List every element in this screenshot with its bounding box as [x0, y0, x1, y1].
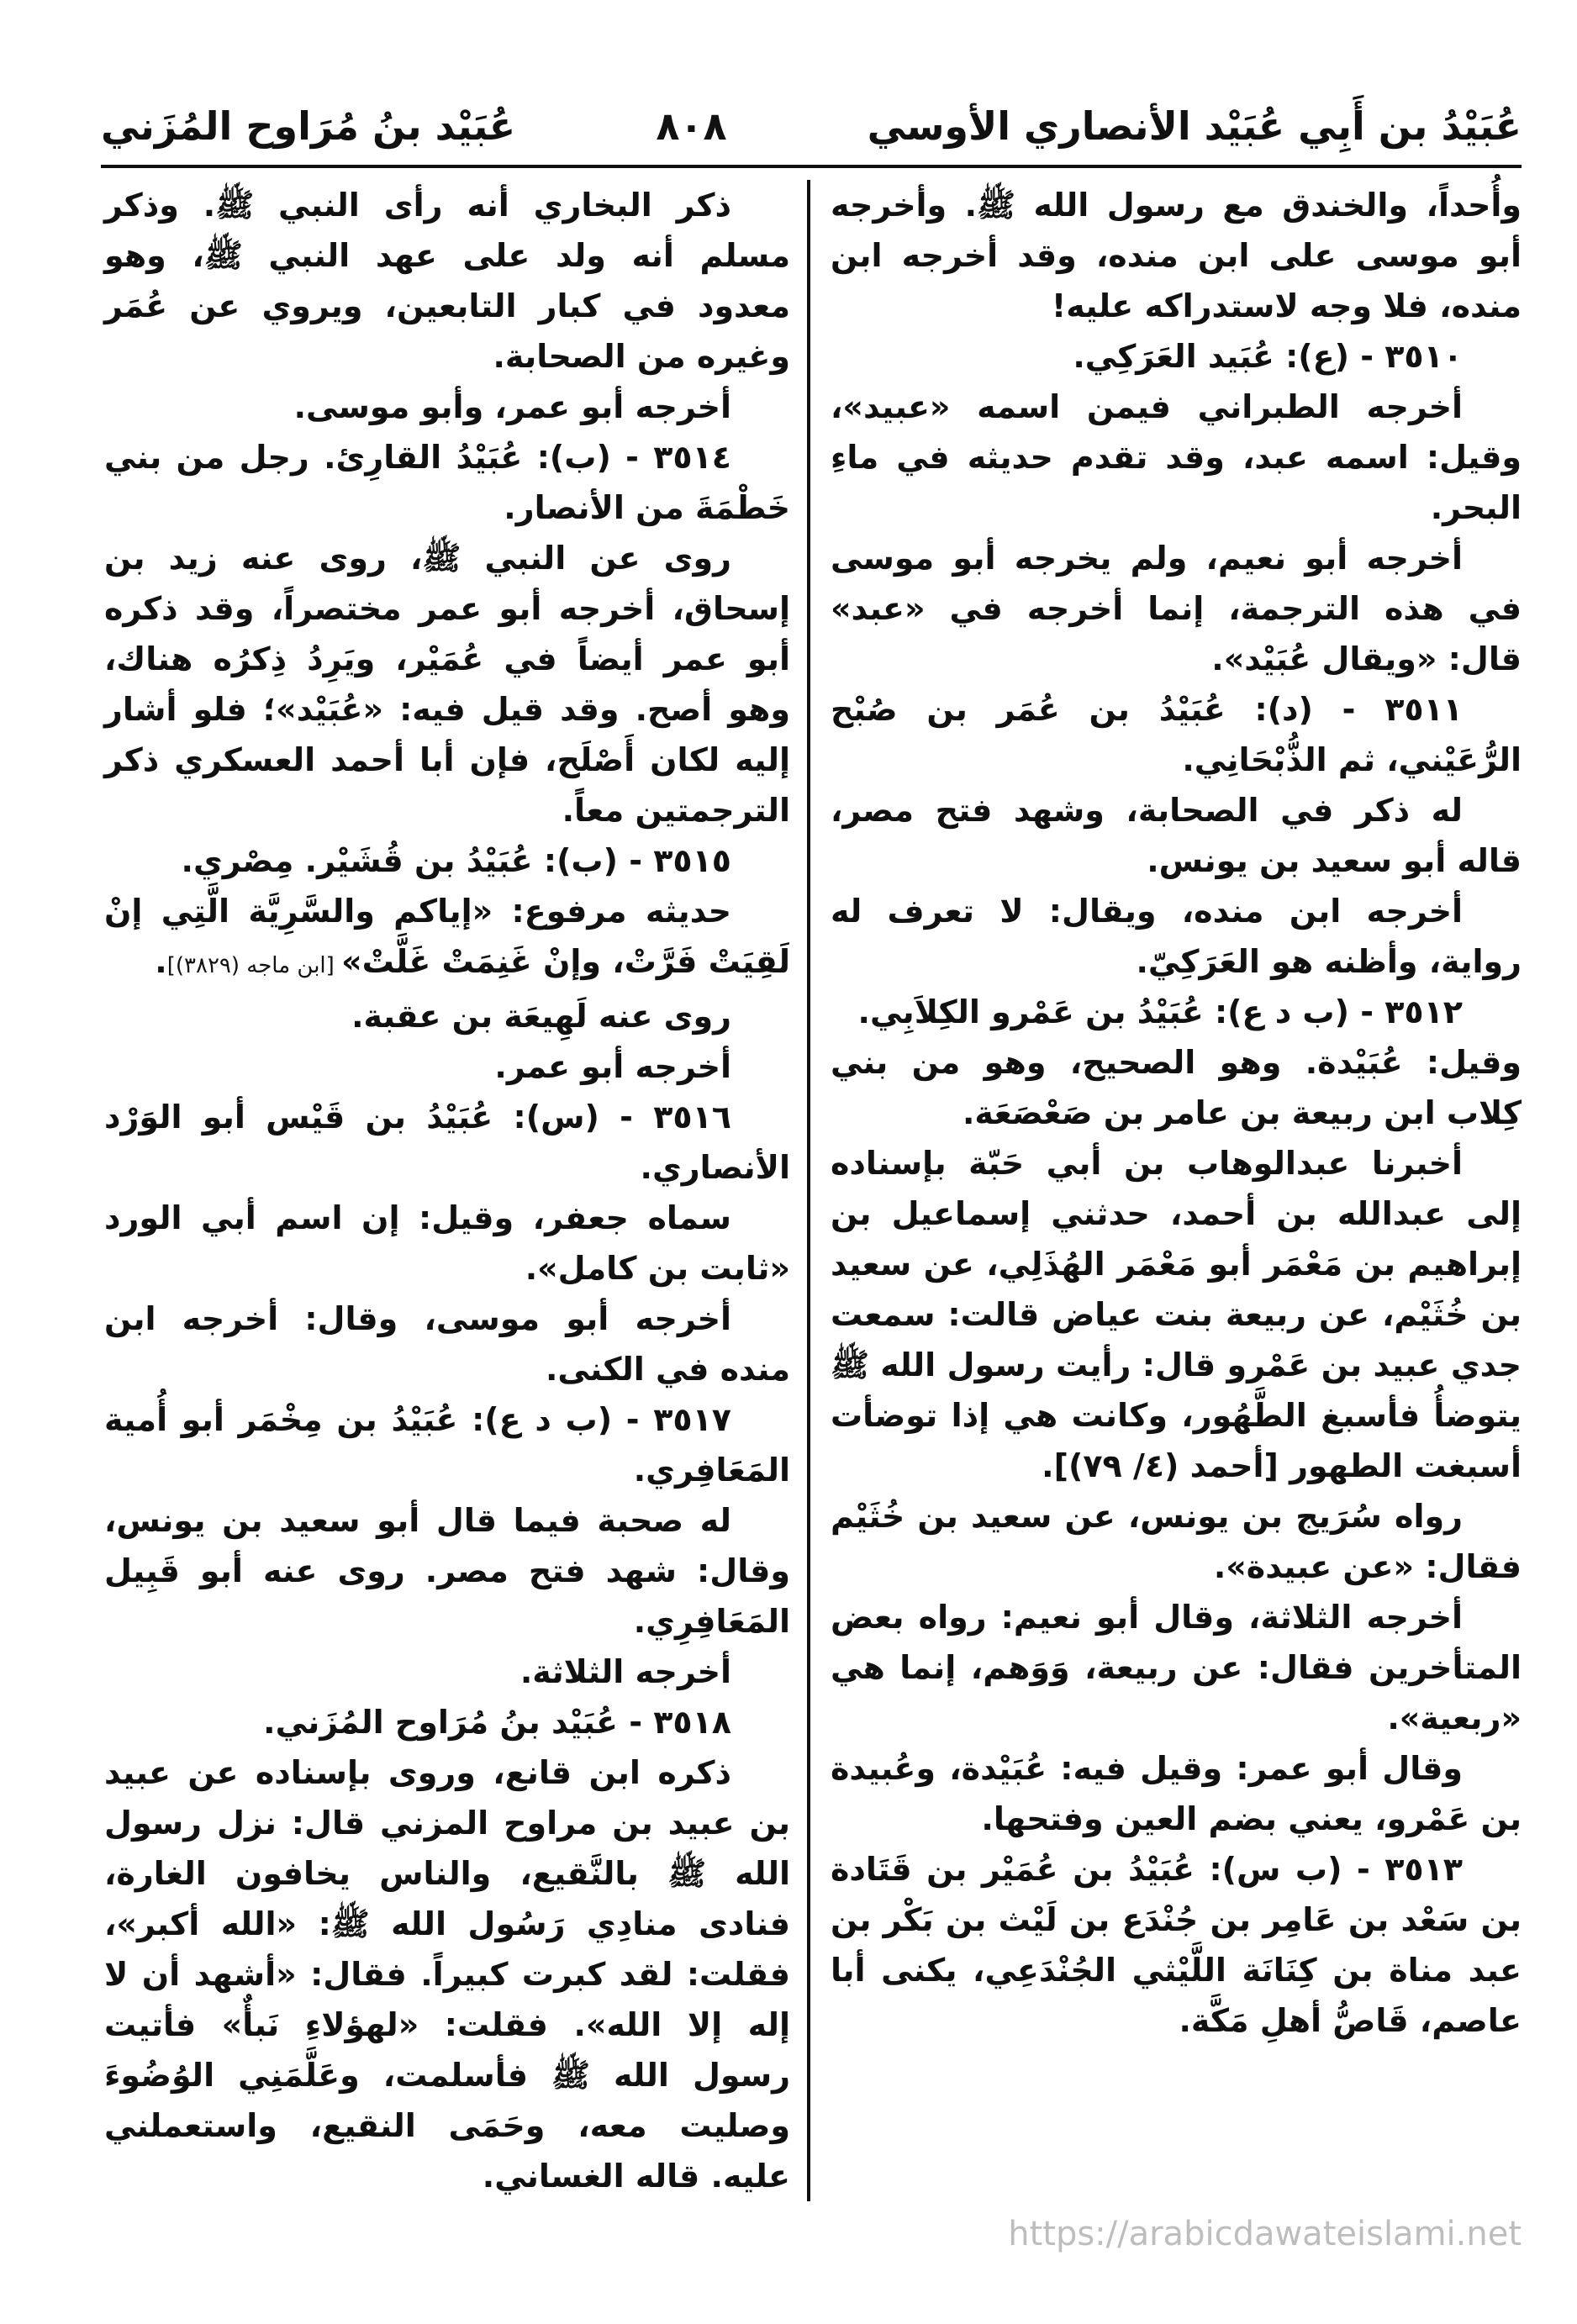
text: . [155, 943, 167, 980]
entry-heading [104, 1092, 790, 1193]
text: - (د): [1225, 691, 1385, 728]
paragraph [104, 1495, 790, 1647]
paragraph [104, 1294, 790, 1394]
text: بن سَعْد بن عَامِر بن جُنْدَع بن لَيْث بن بَكْر بن عبد مناة بن كِنَانَة اللَّيْثي الجُنْدَعِي، يكنى أبا عاصم، قَاصُّ أهلِ مَكَّة. [831, 1901, 1522, 2039]
paragraph [831, 180, 1522, 331]
text: أخرجه الطبراني فيمن اسمه «عبيد»، وقيل: اسمه عبد، وقد تقدم حديثه في ماءِ البحر. [831, 388, 1522, 526]
bold-text: ٣٥١٧ [653, 1401, 731, 1438]
text: روى عن النبي ﷺ، روى عنه زيد بن إسحاق، أخرجه أبو عمر مختصراً، وقد ذكره أبو عمر أيضاً في عُمَيْر، ويَرِدُ ذِكرُه هناك، وهو أصح. وقد قيل فيه: «عُبَيْد»؛ فلو أشار إليه لكان أَصْلَح، فإن أبا أحمد العسكري ذكر الترجمتين معاً. [104, 540, 790, 829]
text: - (ب س): [1194, 1851, 1385, 1888]
text: أخرجه الثلاثة، وقال أبو نعيم: رواه بعض المتأخرين فقال: عن ربيعة، وَوَهم، إنما هي «ربعية». [831, 1599, 1522, 1736]
paragraph [831, 1037, 1522, 1138]
watermark: https://arabicdawateislami.net [1008, 2215, 1522, 2253]
entry-heading [831, 987, 1522, 1037]
left-column [104, 180, 807, 2201]
page-number: ٨٠٨ [656, 103, 727, 149]
bold-text: ٣٥١٢ [1384, 993, 1463, 1030]
bold-text: عُبَيْدُ بن عَمْرو الكِلاَبِي. [857, 993, 1204, 1030]
entry-heading [831, 684, 1522, 785]
bold-text: عُبَيْدُ بن مِخْمَر [238, 1401, 458, 1438]
text: سماه جعفر، وقيل: إن اسم أبي الورد «ثابت بن كامل». [104, 1199, 790, 1287]
entry-heading [104, 432, 790, 533]
entry-heading [831, 1844, 1522, 2046]
bold-text: ٣٥١٨ [653, 1704, 731, 1741]
text: أخرجه الثلاثة. [520, 1653, 731, 1690]
entry-heading [104, 835, 790, 886]
paragraph [104, 1647, 790, 1697]
paragraph [104, 180, 790, 382]
text: - (ع): [1274, 338, 1385, 375]
running-header [101, 99, 1522, 168]
text: أخرجه أبو نعيم، ولم يخرجه أبو موسى في هذه الترجمة، إنما أخرجه في «عبد» قال: «ويقال عُبَيْد». [831, 540, 1522, 677]
text: أخرجه ابن منده، ويقال: لا تعرف له رواية، وأظنه هو العَرَكِيّ. [831, 893, 1522, 980]
bold-text: عُبَيْدُ بن عُمَيْر بن قَتَادة [831, 1851, 1195, 1888]
bold-text: ٣٥١٤ [653, 439, 731, 476]
bold-text: ٣٥١٠ [1384, 338, 1463, 375]
paragraph [831, 886, 1522, 987]
text: - (ب): [532, 842, 654, 879]
bold-text: عُبَيْد بنُ مُرَاوح المُزَني. [263, 1704, 618, 1741]
bold-text: ٣٥١٦ [653, 1099, 731, 1136]
bold-text: عُبَيْدُ بن عُمَر بن صُبْح الرُّعَيْني، ثم الذُّبْحَانِي. [831, 691, 1522, 778]
entry-heading [831, 331, 1522, 382]
text: مِصْري. [181, 842, 305, 879]
text: - (ب د ع): [1203, 993, 1385, 1030]
right-column [807, 180, 1522, 2201]
text: روى عنه لَهِيعَة بن عقبة. [351, 998, 731, 1035]
text: أبو أُمية المَعَافِري. [104, 1401, 790, 1489]
text: ذكر البخاري أنه رأى النبي ﷺ. وذكر مسلم أنه ولد على عهد النبي ﷺ، وهو معدود في كبار التابعين، ويروي عن عُمَر وغيره من الصحابة. [104, 187, 790, 375]
running-title-right: عُبَيْدُ بن أَبِي عُبَيْد الأنصاري الأوسي [867, 103, 1522, 149]
text-columns [101, 180, 1522, 2201]
entry-heading [104, 1697, 790, 1747]
text: - [617, 1704, 654, 1741]
citation: [ابن ماجه (٣٨٢٩)] [166, 953, 342, 978]
text: رواه سُرَيج بن يونس، عن سعيد بن خُثَيْم فقال: «عن عبيدة». [831, 1498, 1522, 1585]
bold-text: عُبَيْدُ بن قُشَيْر. [304, 842, 533, 879]
text: - (ب د ع): [457, 1401, 654, 1438]
paragraph [104, 1747, 790, 2201]
paragraph [831, 1491, 1522, 1592]
paragraph [104, 533, 790, 835]
bold-text: ٣٥١١ [1384, 691, 1463, 728]
paragraph [831, 533, 1522, 684]
paragraph [104, 886, 790, 991]
paragraph [831, 785, 1522, 886]
bold-text: عُبَيْدُ القارِئ. [324, 439, 523, 476]
text: رجل من بني خَطْمَةَ من الأنصار. [104, 439, 790, 526]
text: أخرجه أبو عمر، وأبو موسى. [293, 388, 731, 425]
text: أخرجه أبو موسى، وقال: أخرجه ابن منده في الكنى. [104, 1300, 790, 1388]
text: أخبرنا عبدالوهاب بن أبي حَبّة بإسناده إلى عبدالله بن أحمد، حدثني إسماعيل بن إبراهيم بن مَعْمَر أبو مَعْمَر الهُذَلِي، عن سعيد بن خُثَيْم، عن ربيعة بنت عياض قالت: سمعت جدي عبيد بن عَمْرو قال: رأيت رسول الله ﷺ يتوضأُ فأسبغ الطَّهُور، وكانت هي إذا توضأت أسبغت الطهور [أحمد (٤/ ٧٩)]. [831, 1145, 1522, 1484]
bold-text: عُبَيْدُ بن قَيْس أبو الوَرْد الأنصاري. [104, 1099, 790, 1186]
bold-text: عُبَيد العَرَكِي. [1073, 338, 1274, 375]
text: وقال أبو عمر: وقيل فيه: عُبَيْدة، وعُبيدة بن عَمْرو، يعني بضم العين وفتحها. [831, 1750, 1522, 1837]
text: وقيل: عُبَيْدة. وهو الصحيح، وهو من بني كِلاب ابن ربيعة بن عامر بن صَعْصَعَة. [831, 1044, 1522, 1131]
paragraph [831, 1743, 1522, 1844]
paragraph [104, 1041, 790, 1092]
text: له ذكر في الصحابة، وشهد فتح مصر، قاله أبو سعيد بن يونس. [831, 792, 1522, 879]
paragraph [831, 1138, 1522, 1491]
text: ذكره ابن قانع، وروى بإسناده عن عبيد بن عبيد بن مراوح المزني قال: نزل رسول الله ﷺ بالنَّقيع، والناس يخافون الغارة، فنادى منادِي رَسُول الله ﷺ: «الله أكبر»، فقلت: لقد كبرت كبيراً. فقال: «أشهد أن لا إله إلا الله». فقلت: «لهؤلاءِ نَبأٌ» فأتيت رسول الله ﷺ فأسلمت، وعَلَّمَنِي الوُضُوءَ وصليت معه، وحَمَى النقيع، واستعملني عليه. قاله الغساني. [104, 1754, 790, 2195]
paragraph [831, 1592, 1522, 1743]
text: حديثه مرفوع: [493, 893, 731, 930]
running-title-left: عُبَيْد بنُ مُرَاوح المُزَني [101, 103, 516, 149]
paragraph [104, 382, 790, 432]
text: وأُحداً، والخندق مع رسول الله ﷺ. وأخرجه أبو موسى على ابن منده، وقد أخرجه ابن منده، فلا وجه لاستدراكه عليه! [831, 187, 1522, 324]
entry-heading [104, 1394, 790, 1495]
paragraph [104, 991, 790, 1041]
text: أخرجه أبو عمر. [494, 1048, 731, 1085]
bold-text: ٣٥١٥ [653, 842, 731, 879]
bold-text: «إياكم والسَّرِيَّة الَّتِي إنْ لَقِيَتْ فَرَّتْ، وإنْ غَنِمَتْ غَلَّتْ» [104, 893, 790, 980]
paragraph [104, 1193, 790, 1294]
bold-text: ٣٥١٣ [1384, 1851, 1463, 1888]
watermark-row [101, 2215, 1522, 2253]
paragraph [831, 382, 1522, 533]
text: - (س): [493, 1099, 654, 1136]
text: له صحبة فيما قال أبو سعيد بن يونس، وقال: شهد فتح مصر. روى عنه أبو قَبِيل المَعَافِرِي. [104, 1502, 790, 1640]
text: - (ب): [522, 439, 654, 476]
